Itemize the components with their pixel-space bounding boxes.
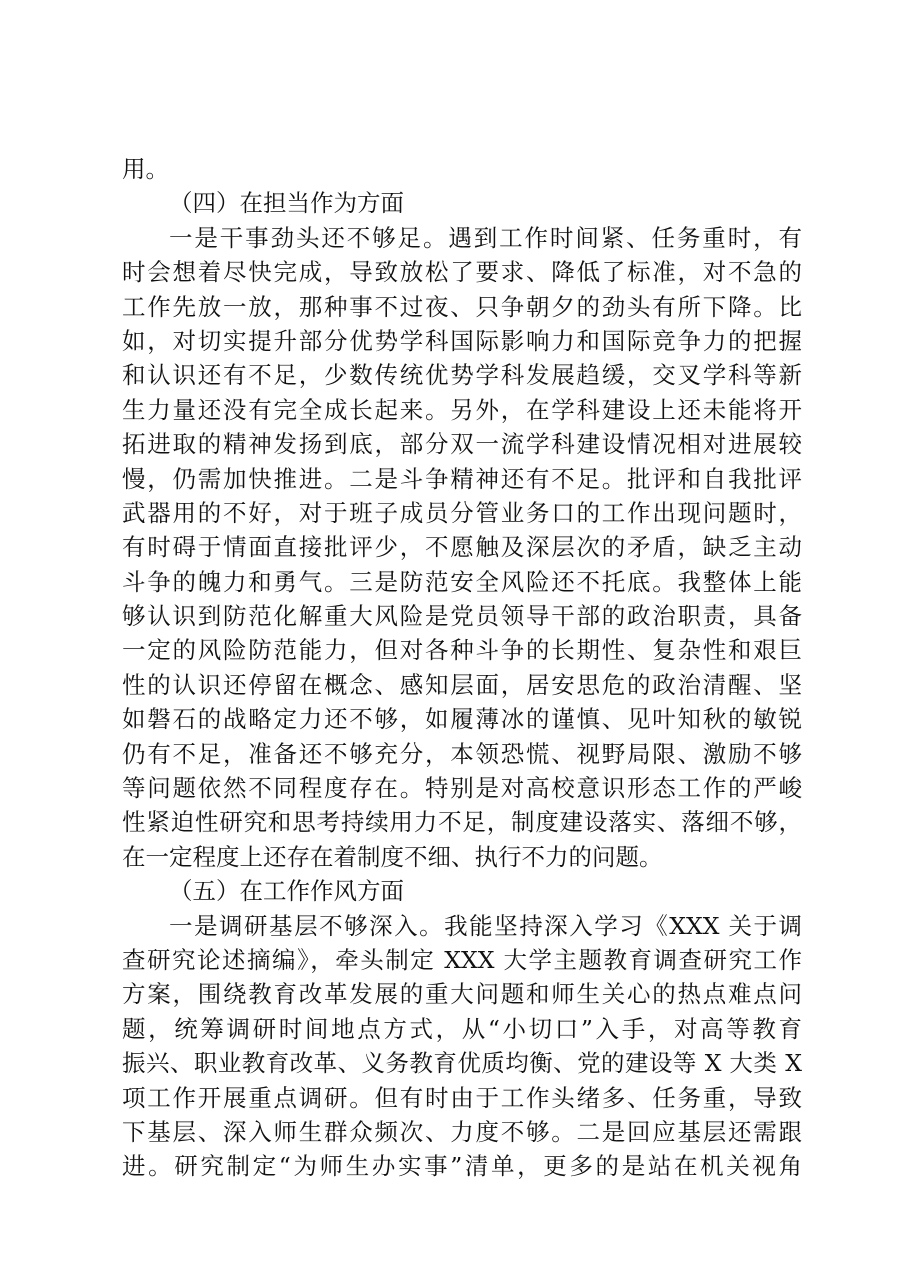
text-line: 下基层、深入师生群众频次、力度不够。二是回应基层还需跟 [122, 1117, 802, 1146]
text-line: 工作先放一放，那种事不过夜、只争朝夕的劲头有所下降。比 [122, 292, 802, 321]
text-line: 时会想着尽快完成，导致放松了要求、降低了标准，对不急的 [122, 258, 802, 287]
section-heading: （四）在担当作为方面 [169, 189, 404, 218]
text-line: 仍有不足，准备还不够充分，本领恐慌、视野局限、激励不够 [122, 739, 802, 768]
text-line: 进。研究制定“为师生办实事”清单，更多的是站在机关视角 [122, 1152, 802, 1181]
paragraph-first-line: 一是调研基层不够深入。我能坚持深入学习《XXX 关于调 [169, 911, 802, 940]
text-line: 够认识到防范化解重大风险是党员领导干部的政治职责，具备 [122, 602, 802, 631]
text-line: 查研究论述摘编》，牵头制定 XXX 大学主题教育调查研究工作 [122, 945, 802, 974]
text-line: 题，统筹调研时间地点方式，从“小切口”入手，对高等教育 [122, 1014, 802, 1043]
text-line: 如磐石的战略定力还不够，如履薄冰的谨慎、见叶知秋的敏锐 [122, 705, 802, 734]
paragraph-first-line: 一是干事劲头还不够足。遇到工作时间紧、任务重时，有 [169, 223, 802, 252]
text-line: 性的认识还停留在概念、感知层面，居安思危的政治清醒、坚 [122, 670, 802, 699]
text-line: 有时碍于情面直接批评少，不愿触及深层次的矛盾，缺乏主动 [122, 533, 802, 562]
text-line: 等问题依然不同程度存在。特别是对高校意识形态工作的严峻 [122, 774, 802, 803]
text-line: 斗争的魄力和勇气。三是防范安全风险还不托底。我整体上能 [122, 567, 802, 596]
text-line: 在一定程度上还存在着制度不细、执行不力的问题。 [122, 842, 663, 871]
text-line: 用。 [122, 155, 169, 183]
text-line: 方案，围绕教育改革发展的重大问题和师生关心的热点难点问 [122, 980, 802, 1009]
text-line: 武器用的不好，对于班子成员分管业务口的工作出现问题时， [122, 498, 802, 527]
text-line: 一定的风险防范能力，但对各种斗争的长期性、复杂性和艰巨 [122, 636, 802, 665]
document-page [122, 152, 802, 1184]
text-line: 振兴、职业教育改革、义务教育优质均衡、党的建设等 X 大类 X [122, 1049, 802, 1078]
text-line: 拓进取的精神发扬到底，部分双一流学科建设情况相对进展较 [122, 430, 802, 459]
text-line: 和认识还有不足，少数传统优势学科发展趋缓，交叉学科等新 [122, 361, 802, 390]
text-line: 性紧迫性研究和思考持续用力不足，制度建设落实、落细不够， [122, 808, 802, 837]
text-line: 项工作开展重点调研。但有时由于工作头绪多、任务重，导致 [122, 1083, 802, 1112]
text-line: 如，对切实提升部分优势学科国际影响力和国际竞争力的把握 [122, 326, 802, 355]
section-heading: （五）在工作作风方面 [169, 877, 404, 906]
text-line: 生力量还没有完全成长起来。另外，在学科建设上还未能将开 [122, 395, 802, 424]
text-line: 慢，仍需加快推进。二是斗争精神还有不足。批评和自我批评 [122, 464, 802, 493]
